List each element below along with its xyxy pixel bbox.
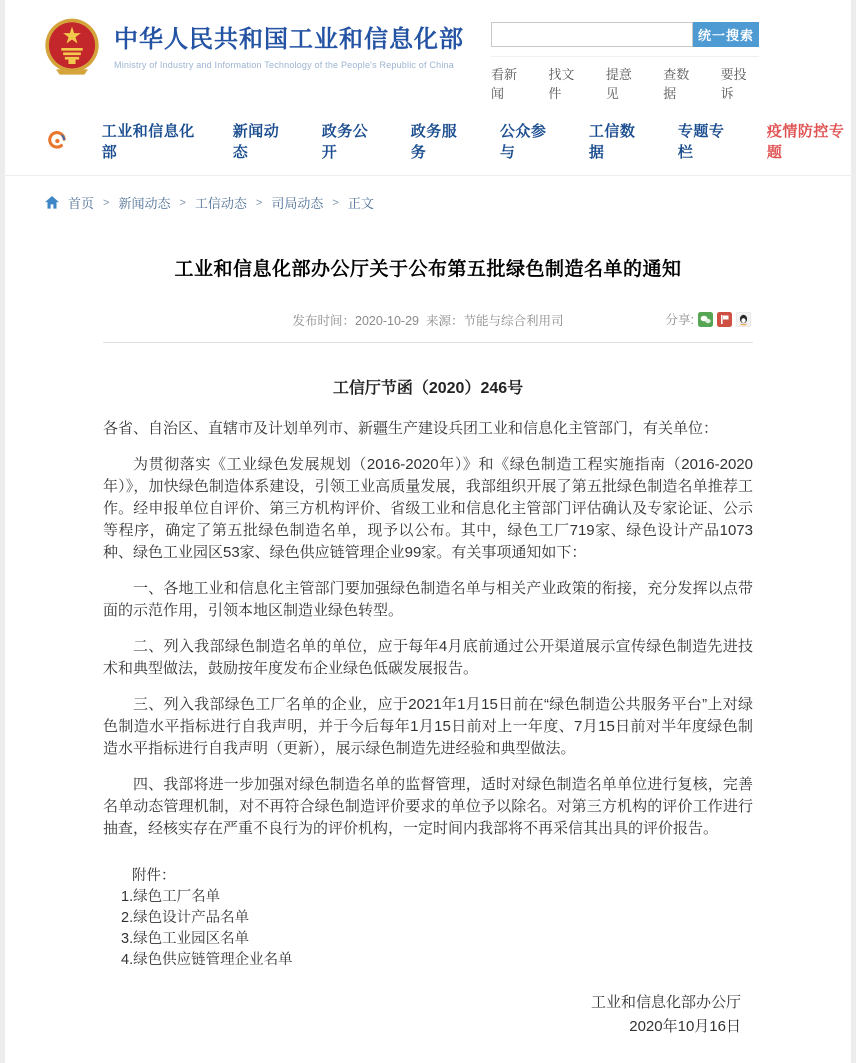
site-title-block: [114, 26, 464, 70]
document-number: 工信厅节函（2020）246号: [332, 380, 524, 397]
nav-item-gov-disclosure[interactable]: 政务公开: [321, 123, 369, 161]
main-nav: [5, 112, 851, 176]
attachment-link-green-design-products[interactable]: 2.绿色设计产品名单: [121, 910, 250, 926]
wechat-share-icon[interactable]: [698, 312, 713, 327]
item-3-paragraph: 三、列入我部绿色工厂名单的企业，应于2021年1月15日前在“绿色制造公共服务平台”上对绿色制造水平指标进行自我声明，并于今后每年1月15日前对上一年度、7月15日前对半年度绿色制造水平指标进行自我声明（更新），展示绿色制造先进经验和典型做法。: [103, 696, 753, 757]
item-4-paragraph: 四、我部将进一步加强对绿色制造名单的监督管理，适时对绿色制造名单单位进行复核，完善名单动态管理机制，对不再符合绿色制造评价要求的单位予以除名。对第三方机构的评价工作进行抽查，经核实存在严重不良行为的评价机构，一定时间内我部将不再采信其出具的评价报告。: [103, 776, 753, 837]
nav-item-public-participation[interactable]: 公众参与: [499, 123, 547, 161]
attachments-section: [103, 866, 753, 971]
site-home-link[interactable]: [43, 16, 464, 80]
breadcrumb-current: 正文: [347, 196, 374, 211]
attachments-label: 附件：: [132, 868, 176, 884]
item-1-paragraph: 一、各地工业和信息化主管部门要加强绿色制造名单与相关产业政策的衔接，充分发挥以点带面的示范作用，引领本地区制造业绿色转型。: [103, 580, 753, 619]
publish-time-label: 发布时间：: [292, 314, 356, 328]
quick-links: [491, 56, 759, 102]
breadcrumb-separator: >: [255, 196, 263, 209]
attachment-link-green-factories[interactable]: 1.绿色工厂名单: [121, 889, 221, 905]
quick-link-files[interactable]: 找文件: [548, 67, 575, 101]
nav-item-news[interactable]: 新闻动态: [232, 123, 280, 161]
home-icon: [45, 196, 59, 209]
share-label: 分享:: [665, 313, 694, 327]
search-area: [491, 22, 759, 102]
nav-item-miit[interactable]: 工业和信息化部: [101, 123, 195, 161]
breadcrumb-separator: >: [332, 196, 339, 209]
salutation-paragraph: 各省、自治区、直辖市及计划单列市、新疆生产建设兵团工业和信息化主管部门，有关单位：: [103, 420, 719, 437]
quick-link-suggestions[interactable]: 提意见: [605, 67, 632, 101]
item-2-paragraph: 二、列入我部绿色制造名单的单位，应于每年4月底前通过公开渠道展示宣传绿色制造先进技术和典型做法，鼓励按年度发布企业绿色低碳发展报告。: [103, 638, 753, 677]
breadcrumb-separator: >: [179, 196, 186, 209]
signature-date: 2020年10月16日: [629, 1018, 741, 1035]
quick-link-complaints[interactable]: 要投诉: [720, 67, 747, 101]
share-bar: [666, 310, 751, 328]
source-label: 来源：: [425, 314, 464, 328]
article-body: [103, 418, 753, 840]
article-meta: [103, 311, 753, 343]
weibo-share-icon[interactable]: [717, 312, 732, 327]
signature-office: 工业和信息化部办公厅: [590, 994, 741, 1011]
article-title: 工业和信息化部办公厅关于公布第五批绿色制造名单的通知: [174, 259, 682, 280]
signature-block: [103, 991, 753, 1039]
breadcrumb-separator: >: [103, 196, 110, 209]
miit-swirl-icon[interactable]: [47, 129, 69, 153]
site-name-english: Ministry of Industry and Information Technology of the People's Republic of China: [114, 59, 454, 70]
quick-link-news[interactable]: 看新闻: [491, 67, 518, 101]
nav-item-special-columns[interactable]: 专题专栏: [677, 123, 725, 161]
unified-search-input[interactable]: [491, 22, 693, 47]
attachment-link-green-supply-chain[interactable]: 4.绿色供应链管理企业名单: [121, 952, 293, 968]
quick-link-data[interactable]: 查数据: [663, 67, 690, 101]
page: [5, 0, 851, 1063]
publish-date: 2020-10-29: [355, 314, 419, 328]
unified-search-button[interactable]: 统一搜索: [693, 22, 759, 47]
nav-item-gov-services[interactable]: 政务服务: [410, 123, 458, 161]
masthead: [5, 0, 851, 112]
nav-item-icdata[interactable]: 工信数据: [588, 123, 636, 161]
breadcrumb-news[interactable]: 新闻动态: [118, 196, 171, 211]
breadcrumb-icnews[interactable]: 工信动态: [194, 196, 247, 211]
article: [5, 254, 851, 1039]
national-emblem-icon: [43, 16, 101, 80]
breadcrumb-bureau-news[interactable]: 司局动态: [271, 196, 324, 211]
attachment-link-green-industrial-parks[interactable]: 3.绿色工业园区名单: [121, 931, 250, 947]
qq-share-icon[interactable]: [736, 312, 751, 327]
breadcrumb-home[interactable]: 首页: [68, 196, 95, 211]
intro-paragraph: 为贯彻落实《工业绿色发展规划（2016-2020年）》和《绿色制造工程实施指南（2016-2020年）》，加快绿色制造体系建设，引领工业高质量发展，我部组织开展了第五批绿色制造名单推荐工作。经申报单位自评价、第三方机构评价、省级工业和信息化主管部门评估确认及专家论证、公示等程序，确定了第五批绿色制造名单，现予以公布。其中，绿色工厂719家、绿色设计产品1073种、绿色工业园区53家、绿色供应链管理企业99家。有关事项通知如下：: [103, 456, 753, 561]
nav-item-epidemic-special[interactable]: 疫情防控专题: [766, 123, 845, 161]
breadcrumb: [5, 176, 851, 226]
source-name: 节能与综合利用司: [463, 314, 564, 328]
site-name[interactable]: 中华人民共和国工业和信息化部: [114, 26, 464, 54]
